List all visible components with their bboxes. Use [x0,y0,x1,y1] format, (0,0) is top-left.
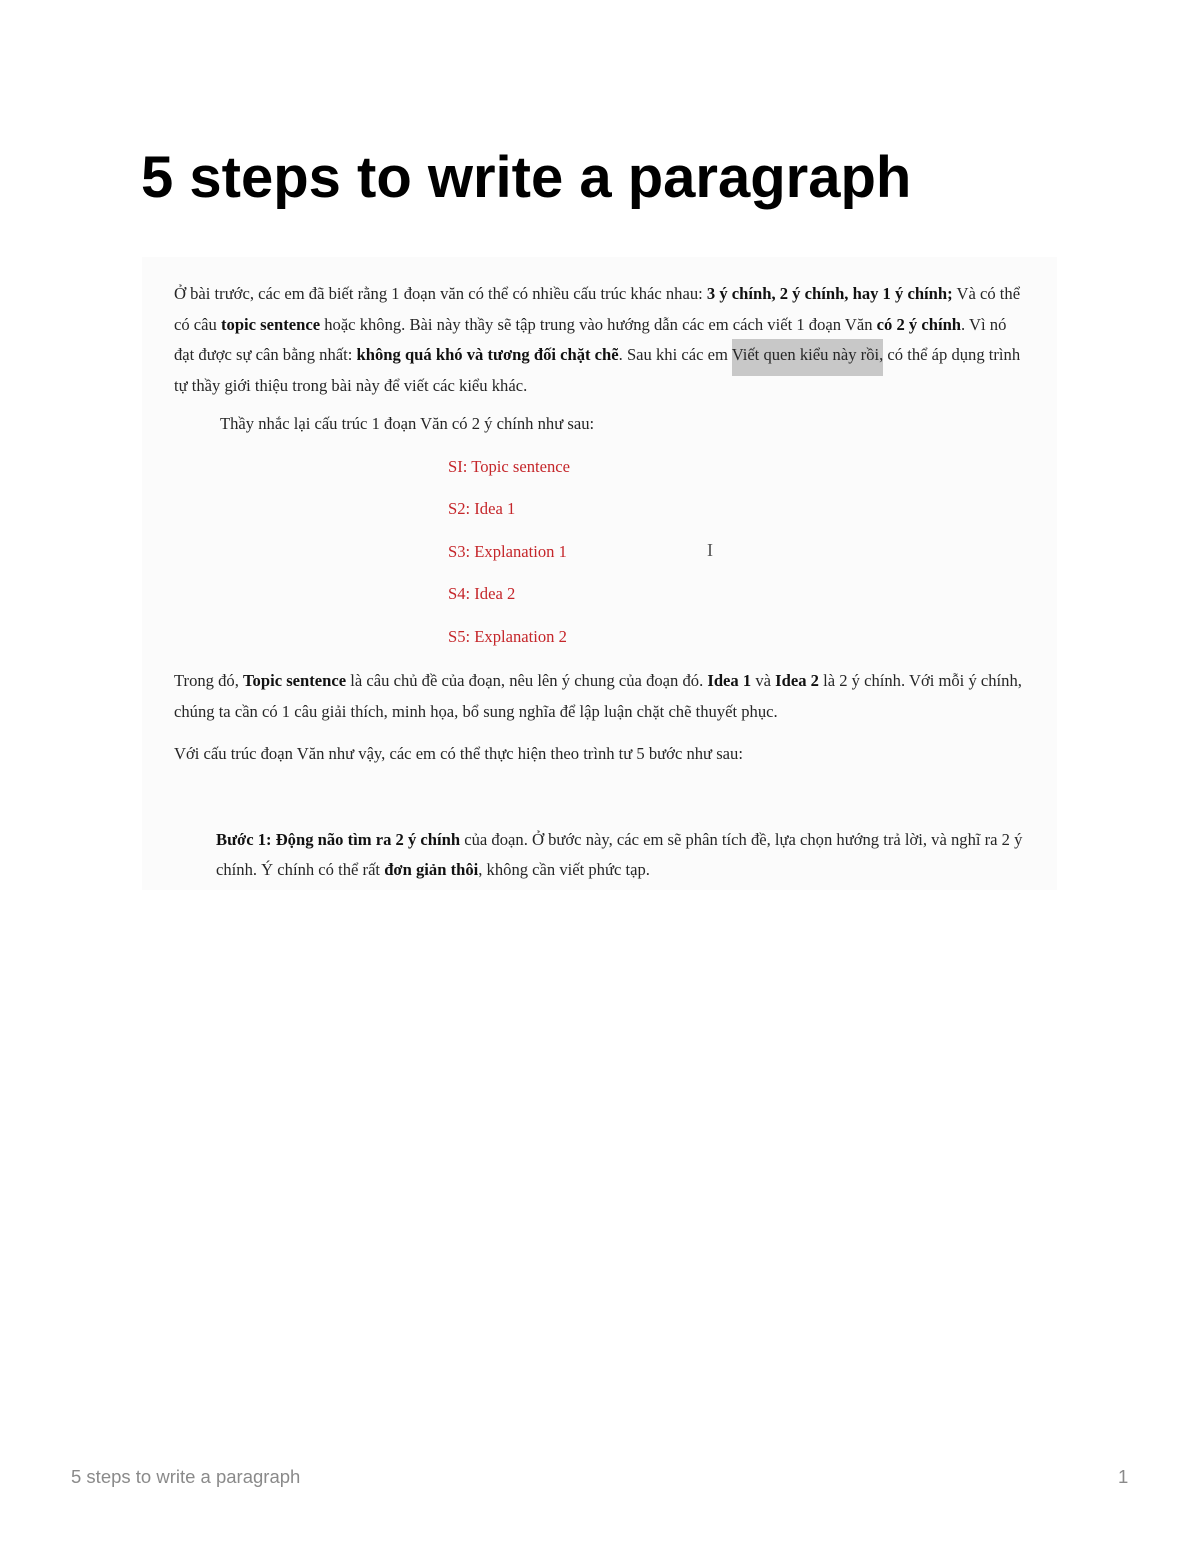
text-cursor-icon: I [707,540,713,560]
explain-text-2: là câu chủ đề của đoạn, nêu lên ý chung của đoạn đó. [346,671,708,690]
recap-paragraph: Thầy nhắc lại cấu trúc 1 đoạn Văn có 2 ý chính như sau: [220,414,595,433]
explain-bold-3: Idea 2 [775,671,819,690]
page-title: 5 steps to write a paragraph [141,145,912,210]
embedded-document-screenshot [142,257,1057,890]
intro-text-2: Và có thể có câu [174,284,1021,334]
step-1-text-1: của đoạn. Ở bước này, các em sẽ phân tích đề, lựa chọn hướng trả lời, và nghĩ ra 2 ý chính. Ý chính có thể rất [216,829,1023,879]
explain-text-3: và [751,671,776,690]
text-selection-highlight[interactable]: Viết quen kiểu này rồi, [732,339,884,376]
structure-item: S4: Idea 2 [448,584,516,603]
explain-bold-2: Idea 1 [707,671,752,690]
steps-intro-paragraph: Với cấu trúc đoạn Văn như vậy, các em có thể thực hiện theo trình tư 5 bước như sau: [174,744,743,763]
intro-text-1: Ở bài trước, các em đã biết rằng 1 đoạn văn có thể có nhiều cấu trúc khác nhau: [174,284,707,303]
explain-text-1: Trong đó, [174,671,244,690]
step-1-label: Bước 1: [216,829,276,849]
explanation-paragraph [174,666,1025,727]
step-1-text-2: , không cần viết phức tạp. [478,860,650,879]
footer-title: 5 steps to write a paragraph [71,1466,301,1487]
explain-text-4: là 2 ý chính. Với mỗi ý chính, chúng ta cần có 1 câu giải thích, minh họa, bổ sung nghĩa để lập luận chặt chẽ thuyết phục. [174,671,1022,721]
structure-item: S2: Idea 1 [448,499,516,518]
paragraph-structure-list [448,446,1025,659]
intro-paragraph [174,279,1025,401]
step-1-highlight: Động não tìm ra 2 ý chính [275,829,461,849]
structure-item: S3: Explanation 1 [448,541,567,561]
intro-text-4: . Vì nó đạt được sự cân bằng nhất: [174,314,1007,364]
step-1-bold: đơn giản thôi [384,860,479,879]
intro-text-5: . Sau khi các em [618,345,732,364]
explain-bold-1: Topic sentence [243,671,347,690]
step-1-paragraph [174,825,1025,886]
intro-bold-2: topic sentence [221,314,321,334]
footer-page-number: 1 [1118,1466,1129,1487]
intro-bold-4: không quá khó và tương đối chặt chẽ [356,345,619,364]
structure-item: S5: Explanation 2 [448,626,567,646]
intro-bold-1: 3 ý chính, 2 ý chính, hay 1 ý chính; [706,284,953,303]
intro-bold-3: có 2 ý chính [876,314,962,334]
structure-item: SI: Topic sentence [448,456,571,476]
intro-text-6: có thể áp dụng trình tự thầy giới thiệu trong bài này để viết các kiểu khác. [174,345,1021,395]
intro-text-3: hoặc không. Bài này thầy sẽ tập trung vào hướng dẫn các em cách viết 1 đoạn Văn [320,314,877,334]
